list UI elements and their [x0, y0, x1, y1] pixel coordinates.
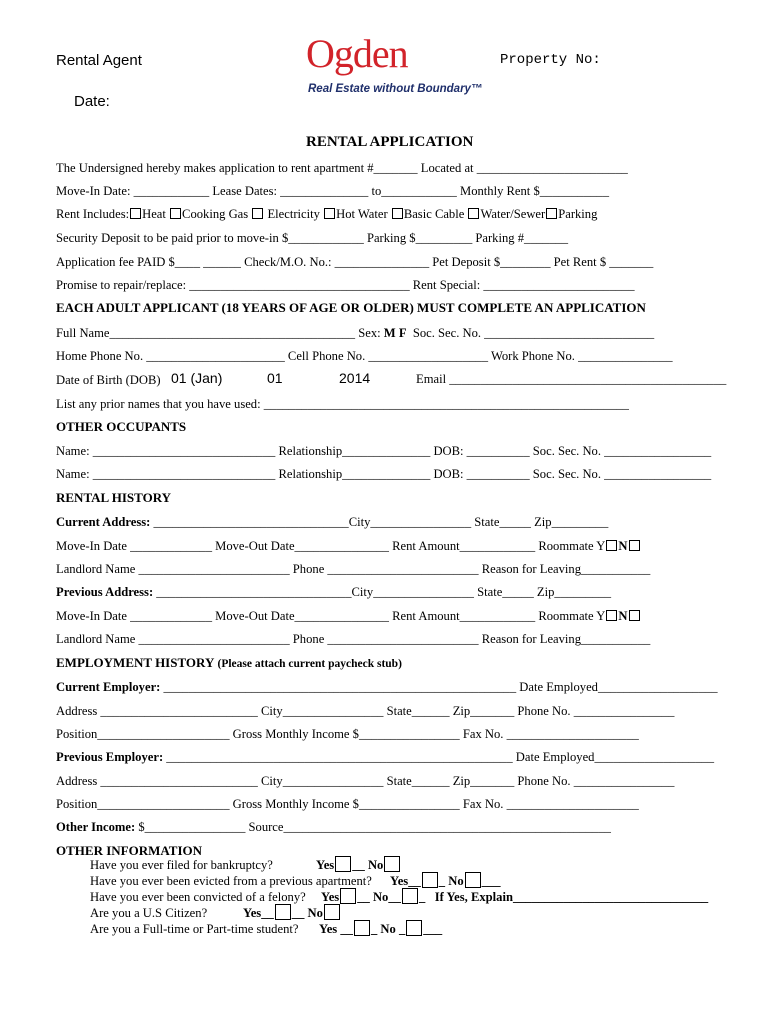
each-adult-heading: EACH ADULT APPLICANT (18 YEARS OF AGE OR OLDER) MUST COMPLETE AN APPLICATION [56, 300, 646, 315]
citizen-yes-label: Yes [243, 906, 262, 920]
bankruptcy-answers: Yes __ No [316, 856, 401, 873]
student-no-checkbox[interactable] [406, 920, 422, 936]
move-in-line: Move-In Date: ____________ Lease Dates: ______________ to____________ Monthly Rent $___________ [56, 184, 610, 198]
heat-label: Heat [142, 207, 166, 221]
dob-year-value[interactable]: 2014 [339, 370, 371, 386]
previous-employer-label: Previous Employer: [56, 750, 164, 764]
dob-day-value[interactable]: 01 [267, 370, 283, 386]
logo-tagline: Real Estate without Boundary™ [308, 83, 483, 95]
bankruptcy-no-checkbox[interactable] [384, 856, 400, 872]
employment-heading-line [56, 655, 402, 672]
current-employer-position-line: Position_____________________ Gross Monthly Income $________________ Fax No. _____________________ [56, 727, 639, 741]
current-employer-label: Current Employer: [56, 680, 161, 694]
prev-roommate-yes-checkbox[interactable] [606, 610, 617, 621]
current-employer-address-line: Address _________________________ City________________ State______ Zip_______ Phone No. ________________ [56, 704, 675, 718]
felony-yes-label: Yes [321, 890, 340, 904]
student-yes-label: Yes [319, 922, 338, 936]
evicted-no-checkbox[interactable] [465, 872, 481, 888]
other-occupants-heading: OTHER OCCUPANTS [56, 419, 187, 434]
prior-names-line: List any prior names that you have used: __________________________________________________________ [56, 397, 629, 411]
current-employer-line [56, 679, 718, 695]
previous-address-label: Previous Address: [56, 585, 154, 599]
rental-agent-label: Rental Agent [56, 52, 142, 69]
water-sewer-checkbox[interactable] [468, 208, 479, 219]
employment-note: (Please attach current paycheck stub) [217, 658, 402, 670]
bankruptcy-yes-checkbox[interactable] [335, 856, 351, 872]
roommate-n-label: N [618, 539, 628, 553]
citizen-no-checkbox[interactable] [324, 904, 340, 920]
previous-landlord-line: Landlord Name ________________________ Phone ________________________ Reason for Leaving___________ [56, 632, 651, 646]
bankruptcy-no-label: No [367, 858, 384, 872]
current-landlord-line: Landlord Name ________________________ Phone ________________________ Reason for Leaving___________ [56, 562, 651, 576]
application-fee-line: Application fee PAID $____ ______ Check/M.O. No.: _______________ Pet Deposit $________ Pet Rent $ _______ [56, 255, 654, 269]
question-student [90, 922, 298, 937]
current-movein-fields: Move-In Date _____________ Move-Out Date_______________ Rent Amount____________ Roommate Y [56, 539, 606, 553]
previous-employer-line [56, 749, 714, 765]
current-address-line [56, 514, 608, 530]
ssn-field[interactable]: Soc. Sec. No. ___________________________ [412, 326, 655, 340]
email-field[interactable]: Email ____________________________________________ [416, 372, 727, 386]
bankruptcy-yes-label: Yes [316, 858, 335, 872]
occupant-row-2: Name: _____________________________ Relationship______________ DOB: __________ Soc. Sec. No. _________________ [56, 467, 712, 481]
roommate-yes-checkbox[interactable] [606, 540, 617, 551]
logo-wordmark [306, 31, 408, 76]
hot-water-label: Hot Water [336, 207, 388, 221]
rental-history-heading: RENTAL HISTORY [56, 490, 172, 505]
previous-employer-position-line: Position_____________________ Gross Monthly Income $________________ Fax No. _____________________ [56, 797, 639, 811]
occupant-row-1: Name: _____________________________ Relationship______________ DOB: __________ Soc. Sec. No. _________________ [56, 444, 712, 458]
evicted-question: Have you ever been evicted from a previous apartment? [90, 874, 372, 888]
prev-roommate-no-checkbox[interactable] [629, 610, 640, 621]
previous-address-field[interactable]: _______________________________City________________ State_____ Zip_________ [153, 585, 612, 599]
rent-includes-line [56, 206, 597, 222]
rent-includes-label: Rent Includes: [56, 207, 130, 221]
hot-water-checkbox[interactable] [324, 208, 335, 219]
apartment-line: The Undersigned hereby makes application to rent apartment #_______ Located at ________________________ [56, 161, 628, 175]
student-yes-checkbox[interactable] [354, 920, 370, 936]
cooking-gas-checkbox[interactable] [170, 208, 181, 219]
current-address-label: Current Address: [56, 515, 151, 529]
dob-month-value[interactable]: 01 (Jan) [171, 370, 223, 386]
previous-movein-line [56, 608, 641, 624]
basic-cable-checkbox[interactable] [392, 208, 403, 219]
cooking-gas-label: Cooking Gas [182, 207, 249, 221]
current-movein-line [56, 538, 641, 554]
student-no-label: No [380, 922, 396, 936]
current-employer-field[interactable]: ________________________________________________________ Date Employed___________________ [160, 680, 718, 694]
evicted-yes-checkbox[interactable] [422, 872, 438, 888]
logo-name: Ogden [306, 31, 408, 76]
other-income-label: Other Income: [56, 820, 136, 834]
previous-address-line [56, 584, 611, 600]
evicted-no-label: No [448, 874, 464, 888]
logo [306, 31, 486, 104]
previous-employer-address-line: Address _________________________ City________________ State______ Zip_______ Phone No. ________________ [56, 774, 675, 788]
question-citizen [90, 906, 207, 921]
citizen-question: Are you a U.S Citizen? [90, 906, 208, 920]
dob-label: Date of Birth (DOB) [56, 373, 161, 387]
bankruptcy-question: Have you ever filed for bankruptcy? [90, 858, 273, 872]
previous-employer-field[interactable]: _______________________________________________________ Date Employed___________________ [163, 750, 715, 764]
parking-label: Parking [558, 207, 598, 221]
felony-no-label: No [372, 890, 389, 904]
prev-roommate-n-label: N [618, 609, 628, 623]
current-address-field[interactable]: _______________________________City________________ State_____ Zip_________ [150, 515, 609, 529]
felony-no-checkbox[interactable] [402, 888, 418, 904]
page-title: RENTAL APPLICATION [306, 134, 474, 150]
date-label: Date: [74, 93, 110, 110]
previous-movein-fields: Move-In Date _____________ Move-Out Date_______________ Rent Amount____________ Roommate Y [56, 609, 606, 623]
citizen-no-label: No [307, 906, 323, 920]
felony-answers: Yes __ No__ _ If Yes, Explain_______________________________ [321, 890, 709, 904]
water-sewer-label: Water/Sewer [480, 207, 546, 221]
basic-cable-label: Basic Cable [403, 207, 465, 221]
heat-checkbox[interactable] [130, 208, 141, 219]
parking-checkbox[interactable] [546, 208, 557, 219]
security-deposit-line: Security Deposit to be paid prior to move-in $____________ Parking $_________ Parking #_______ [56, 231, 569, 245]
other-income-line [56, 819, 611, 835]
evicted-answers: Yes__ _ No ___ [390, 874, 501, 888]
employment-heading: EMPLOYMENT HISTORY [56, 655, 215, 670]
evicted-yes-label: Yes [390, 874, 409, 888]
felony-explain-field[interactable]: If Yes, Explain_______________________________ [434, 890, 709, 904]
felony-question: Have you ever been convicted of a felony? [90, 890, 306, 904]
question-felony [90, 890, 306, 905]
citizen-yes-checkbox[interactable] [275, 904, 291, 920]
electricity-checkbox[interactable] [252, 208, 263, 219]
question-bankruptcy [90, 858, 273, 873]
felony-yes-checkbox[interactable] [340, 888, 356, 904]
full-name-line [56, 325, 654, 341]
citizen-answers: Yes__ __ No [243, 904, 341, 921]
property-no-label: Property No: [500, 52, 601, 68]
other-income-field[interactable]: $________________ Source____________________________________________________ [135, 820, 611, 834]
electricity-label: Electricity [267, 207, 320, 221]
phone-numbers-line: Home Phone No. ______________________ Cell Phone No. ___________________ Work Phone No. _______________ [56, 349, 673, 363]
roommate-no-checkbox[interactable] [629, 540, 640, 551]
promise-repair-line: Promise to repair/replace: ___________________________________ Rent Special: ________________________ [56, 278, 635, 292]
full-name-field[interactable]: Full Name_______________________________________ Sex: [56, 326, 381, 340]
sex-options[interactable]: M F [383, 326, 407, 340]
other-information-heading: OTHER INFORMATION [56, 843, 203, 858]
student-question: Are you a Full-time or Part-time student? [90, 922, 299, 936]
dob-line [56, 372, 161, 388]
student-answers: Yes __ _ No _ ___ [319, 922, 443, 936]
question-evicted [90, 874, 372, 889]
